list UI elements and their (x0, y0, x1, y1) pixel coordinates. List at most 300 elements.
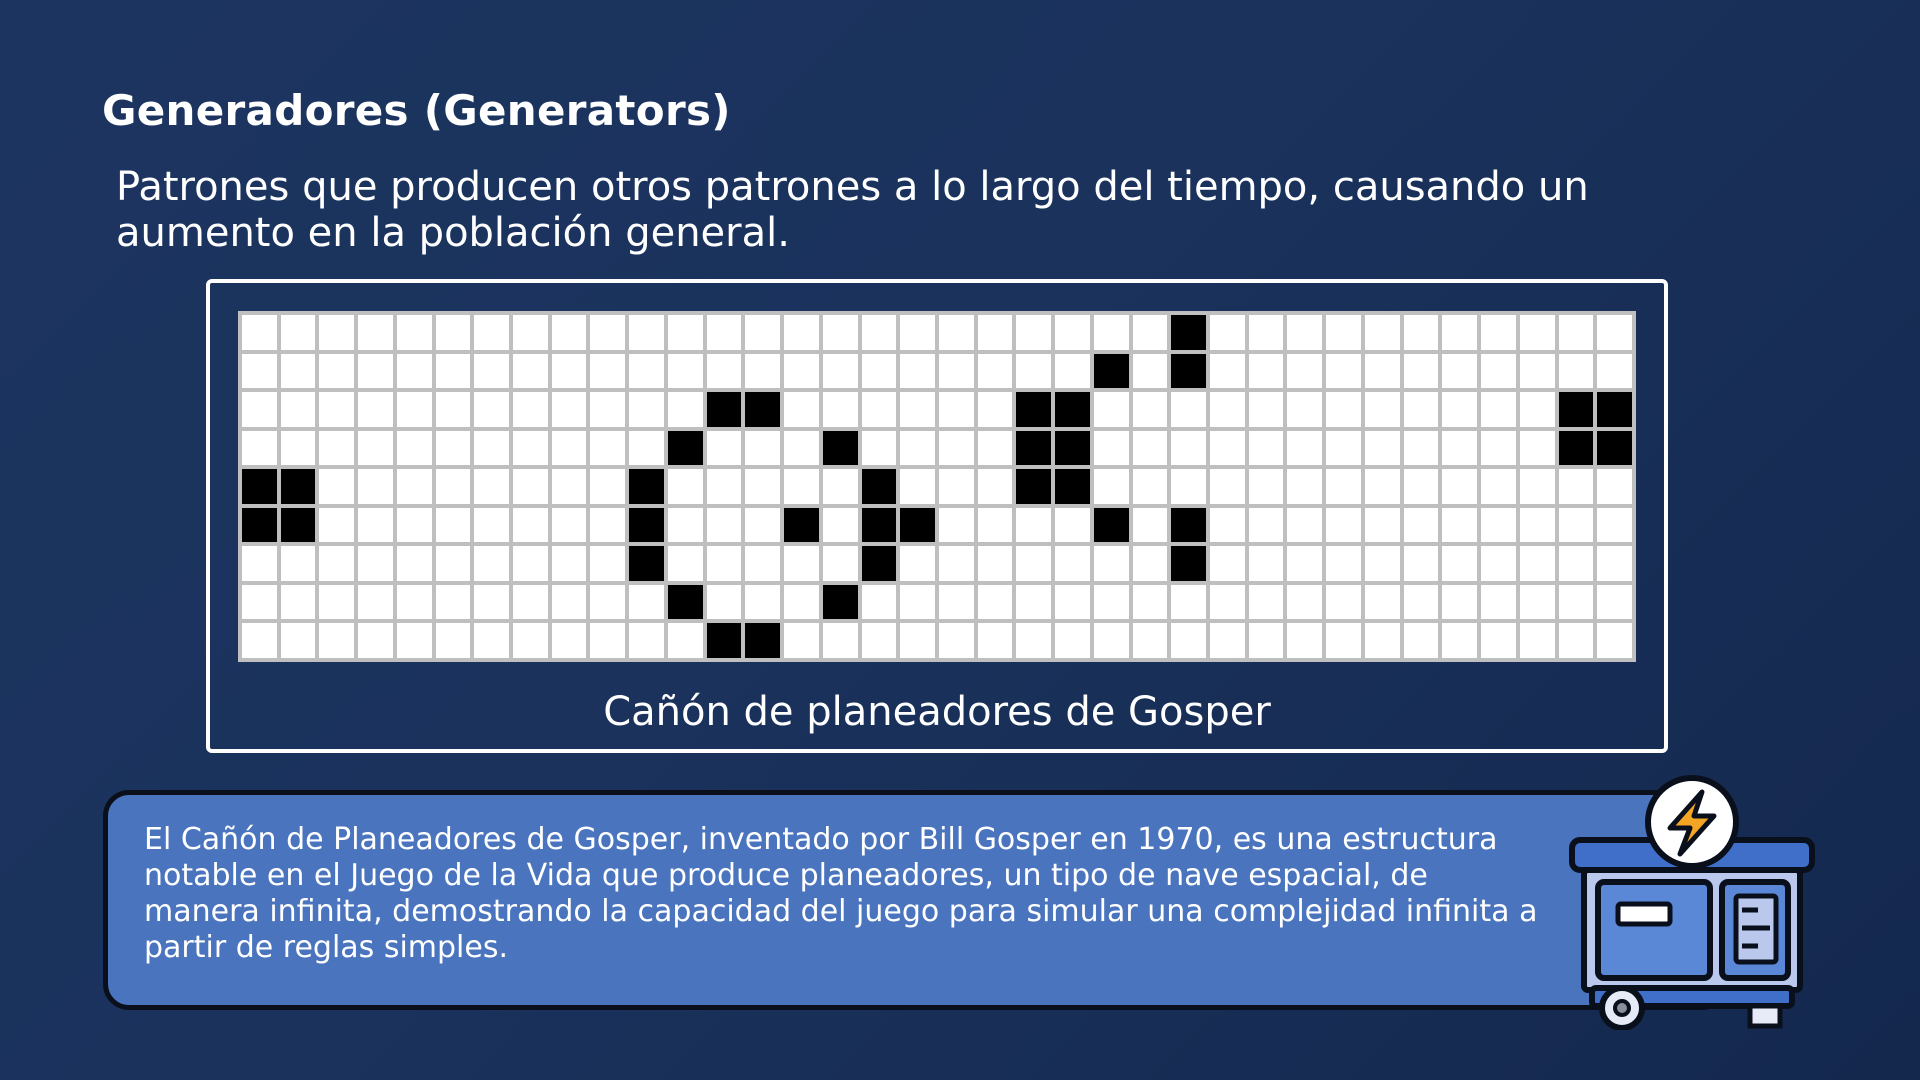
grid-cell-dead (1559, 585, 1594, 620)
grid-cell-dead (319, 392, 354, 427)
grid-cell-dead (707, 546, 742, 581)
grid-cell-dead (978, 354, 1013, 389)
grid-cell-dead (978, 508, 1013, 543)
grid-cell-alive (862, 469, 897, 504)
grid-cell-dead (978, 546, 1013, 581)
grid-cell-dead (319, 585, 354, 620)
grid-cell-dead (242, 392, 277, 427)
grid-cell-dead (358, 431, 393, 466)
grid-cell-dead (1520, 431, 1555, 466)
grid-cell-dead (1597, 623, 1632, 658)
grid-cell-dead (939, 469, 974, 504)
grid-cell-dead (1210, 585, 1245, 620)
grid-cell-dead (707, 469, 742, 504)
grid-cell-dead (319, 623, 354, 658)
grid-cell-dead (1249, 315, 1284, 350)
grid-cell-dead (939, 546, 974, 581)
grid-cell-dead (784, 546, 819, 581)
grid-cell-dead (1442, 392, 1477, 427)
grid-cell-dead (1249, 546, 1284, 581)
grid-cell-dead (900, 315, 935, 350)
grid-cell-dead (784, 585, 819, 620)
grid-cell-dead (474, 392, 509, 427)
grid-cell-dead (1520, 392, 1555, 427)
grid-cell-dead (319, 469, 354, 504)
grid-cell-dead (784, 469, 819, 504)
grid-cell-alive (823, 431, 858, 466)
grid-cell-dead (474, 585, 509, 620)
grid-cell-alive (707, 623, 742, 658)
grid-cell-dead (1133, 315, 1168, 350)
grid-cell-dead (1442, 508, 1477, 543)
grid-cell-dead (358, 585, 393, 620)
grid-cell-dead (319, 546, 354, 581)
grid-cell-dead (900, 354, 935, 389)
grid-cell-dead (939, 508, 974, 543)
grid-cell-dead (1442, 546, 1477, 581)
grid-cell-alive (900, 508, 935, 543)
grid-cell-dead (1094, 546, 1129, 581)
grid-cell-dead (397, 508, 432, 543)
grid-cell-dead (1055, 354, 1090, 389)
grid-cell-dead (1597, 354, 1632, 389)
grid-cell-dead (590, 469, 625, 504)
grid-cell-dead (668, 508, 703, 543)
grid-cell-dead (978, 392, 1013, 427)
grid-cell-dead (590, 546, 625, 581)
grid-cell-dead (862, 623, 897, 658)
grid-cell-dead (900, 392, 935, 427)
grid-cell-dead (1171, 392, 1206, 427)
grid-cell-dead (1365, 354, 1400, 389)
grid-cell-dead (1249, 585, 1284, 620)
grid-cell-dead (590, 315, 625, 350)
grid-cell-dead (281, 585, 316, 620)
grid-cell-dead (1597, 546, 1632, 581)
grid-cell-dead (1287, 392, 1322, 427)
grid-cell-dead (1481, 315, 1516, 350)
grid-cell-dead (900, 546, 935, 581)
grid-cell-dead (1055, 585, 1090, 620)
grid-cell-dead (745, 315, 780, 350)
grid-cell-dead (281, 546, 316, 581)
grid-cell-dead (436, 354, 471, 389)
grid-cell-dead (1171, 469, 1206, 504)
grid-cell-dead (513, 315, 548, 350)
figure-caption: Cañón de planeadores de Gosper (603, 689, 1271, 735)
grid-cell-dead (978, 585, 1013, 620)
grid-cell-dead (319, 315, 354, 350)
grid-cell-dead (1481, 623, 1516, 658)
grid-cell-dead (1133, 623, 1168, 658)
grid-cell-dead (1326, 623, 1361, 658)
grid-cell-dead (281, 354, 316, 389)
grid-cell-alive (1094, 508, 1129, 543)
grid-cell-alive (668, 431, 703, 466)
grid-cell-dead (1055, 315, 1090, 350)
grid-cell-dead (513, 469, 548, 504)
grid-cell-dead (823, 315, 858, 350)
grid-cell-dead (1249, 623, 1284, 658)
grid-cell-dead (590, 431, 625, 466)
grid-cell-dead (1055, 546, 1090, 581)
grid-cell-dead (862, 354, 897, 389)
grid-cell-dead (1520, 546, 1555, 581)
grid-cell-dead (1365, 508, 1400, 543)
grid-cell-dead (397, 546, 432, 581)
grid-cell-dead (1094, 392, 1129, 427)
grid-cell-dead (590, 623, 625, 658)
grid-cell-dead (1210, 508, 1245, 543)
grid-cell-dead (436, 623, 471, 658)
grid-cell-dead (436, 392, 471, 427)
grid-cell-dead (1442, 431, 1477, 466)
grid-cell-dead (358, 623, 393, 658)
grid-cell-dead (1365, 469, 1400, 504)
grid-cell-dead (1365, 546, 1400, 581)
grid-cell-dead (1326, 392, 1361, 427)
grid-cell-dead (397, 585, 432, 620)
grid-cell-dead (1442, 585, 1477, 620)
grid-cell-dead (397, 469, 432, 504)
grid-cell-dead (1481, 431, 1516, 466)
grid-cell-dead (552, 469, 587, 504)
grid-cell-dead (281, 623, 316, 658)
grid-cell-dead (474, 354, 509, 389)
grid-cell-dead (1133, 431, 1168, 466)
grid-cell-dead (900, 585, 935, 620)
grid-cell-dead (1287, 431, 1322, 466)
grid-cell-dead (436, 469, 471, 504)
grid-cell-dead (978, 315, 1013, 350)
power-generator-icon (1562, 770, 1822, 1030)
grid-cell-dead (474, 431, 509, 466)
grid-cell-dead (242, 623, 277, 658)
grid-cell-dead (1559, 315, 1594, 350)
grid-cell-dead (1210, 392, 1245, 427)
grid-cell-dead (1365, 585, 1400, 620)
grid-cell-dead (823, 392, 858, 427)
grid-cell-alive (745, 623, 780, 658)
grid-cell-alive (1171, 315, 1206, 350)
grid-cell-dead (1404, 315, 1439, 350)
grid-cell-dead (862, 392, 897, 427)
grid-cell-dead (552, 508, 587, 543)
grid-cell-dead (1326, 469, 1361, 504)
grid-cell-dead (1326, 431, 1361, 466)
grid-cell-dead (1404, 585, 1439, 620)
grid-cell-dead (939, 623, 974, 658)
grid-cell-dead (1520, 469, 1555, 504)
grid-cell-dead (552, 623, 587, 658)
grid-cell-dead (1481, 508, 1516, 543)
grid-cell-dead (552, 546, 587, 581)
grid-cell-alive (1094, 354, 1129, 389)
grid-cell-dead (397, 392, 432, 427)
grid-cell-dead (552, 392, 587, 427)
grid-cell-dead (1094, 585, 1129, 620)
grid-cell-dead (513, 354, 548, 389)
grid-cell-dead (939, 315, 974, 350)
grid-cell-dead (1404, 392, 1439, 427)
grid-cell-alive (242, 469, 277, 504)
slide-title: Generadores (Generators) (102, 86, 731, 135)
grid-cell-dead (707, 585, 742, 620)
grid-cell-dead (745, 508, 780, 543)
grid-cell-dead (707, 315, 742, 350)
grid-cell-dead (436, 585, 471, 620)
grid-cell-dead (1249, 469, 1284, 504)
grid-cell-dead (1481, 392, 1516, 427)
grid-cell-dead (552, 585, 587, 620)
grid-cell-dead (823, 623, 858, 658)
grid-cell-dead (1287, 354, 1322, 389)
grid-cell-dead (862, 431, 897, 466)
grid-cell-dead (281, 315, 316, 350)
grid-cell-dead (513, 623, 548, 658)
grid-cell-dead (1055, 623, 1090, 658)
grid-cell-dead (707, 508, 742, 543)
grid-cell-dead (590, 508, 625, 543)
grid-cell-alive (242, 508, 277, 543)
grid-cell-dead (668, 623, 703, 658)
grid-cell-dead (513, 508, 548, 543)
grid-cell-dead (358, 508, 393, 543)
grid-cell-dead (1094, 623, 1129, 658)
grid-cell-dead (900, 469, 935, 504)
info-text: El Cañón de Planeadores de Gosper, inventado por Bill Gosper en 1970, es una estructura notable en el Juego de la Vida que produce planeadores, un tipo de nave espacial, de manera infinita, demostrando la capacidad del juego para simular una complejidad infinita a partir de reglas simples. (144, 822, 1538, 965)
grid-cell-dead (242, 315, 277, 350)
grid-cell-dead (397, 315, 432, 350)
grid-cell-dead (978, 469, 1013, 504)
grid-cell-dead (939, 392, 974, 427)
grid-cell-dead (1442, 469, 1477, 504)
grid-cell-dead (1210, 546, 1245, 581)
grid-cell-dead (1210, 431, 1245, 466)
grid-cell-dead (1559, 354, 1594, 389)
grid-cell-dead (1559, 546, 1594, 581)
grid-cell-dead (629, 623, 664, 658)
grid-cell-dead (784, 392, 819, 427)
grid-cell-dead (1171, 585, 1206, 620)
grid-cell-dead (1133, 354, 1168, 389)
grid-cell-dead (436, 546, 471, 581)
grid-cell-dead (358, 546, 393, 581)
grid-cell-dead (1404, 508, 1439, 543)
grid-cell-dead (1481, 546, 1516, 581)
grid-cell-dead (397, 623, 432, 658)
grid-cell-dead (900, 431, 935, 466)
grid-cell-dead (1559, 469, 1594, 504)
grid-cell-alive (1016, 431, 1051, 466)
grid-cell-dead (978, 431, 1013, 466)
grid-cell-dead (319, 431, 354, 466)
grid-cell-dead (1481, 585, 1516, 620)
grid-cell-dead (1016, 508, 1051, 543)
grid-cell-dead (668, 354, 703, 389)
grid-cell-dead (745, 546, 780, 581)
grid-cell-dead (1016, 585, 1051, 620)
grid-cell-dead (1326, 315, 1361, 350)
grid-cell-dead (823, 354, 858, 389)
grid-cell-dead (1133, 585, 1168, 620)
grid-cell-dead (784, 623, 819, 658)
grid-cell-dead (1404, 546, 1439, 581)
grid-cell-dead (900, 623, 935, 658)
grid-cell-dead (1210, 469, 1245, 504)
grid-cell-alive (1559, 392, 1594, 427)
grid-cell-dead (668, 315, 703, 350)
grid-cell-dead (745, 431, 780, 466)
grid-cell-dead (823, 546, 858, 581)
grid-cell-dead (629, 392, 664, 427)
grid-cell-dead (1442, 623, 1477, 658)
grid-cell-dead (513, 431, 548, 466)
grid-cell-dead (1559, 508, 1594, 543)
grid-cell-dead (745, 469, 780, 504)
grid-cell-dead (1520, 508, 1555, 543)
grid-cell-dead (281, 431, 316, 466)
grid-cell-dead (784, 431, 819, 466)
grid-cell-dead (436, 315, 471, 350)
grid-cell-alive (629, 469, 664, 504)
grid-cell-dead (1365, 431, 1400, 466)
grid-cell-dead (1210, 623, 1245, 658)
grid-cell-dead (939, 431, 974, 466)
grid-cell-dead (1404, 431, 1439, 466)
grid-cell-dead (1016, 546, 1051, 581)
grid-cell-dead (513, 585, 548, 620)
grid-cell-dead (1365, 392, 1400, 427)
grid-cell-dead (1171, 431, 1206, 466)
grid-cell-dead (1287, 469, 1322, 504)
grid-cell-dead (1404, 354, 1439, 389)
grid-cell-dead (745, 354, 780, 389)
grid-cell-dead (474, 623, 509, 658)
grid-cell-dead (1171, 623, 1206, 658)
grid-cell-dead (590, 585, 625, 620)
grid-cell-dead (668, 546, 703, 581)
grid-cell-dead (1442, 354, 1477, 389)
grid-cell-dead (397, 431, 432, 466)
grid-cell-alive (1171, 354, 1206, 389)
grid-cell-dead (1249, 431, 1284, 466)
grid-cell-dead (1287, 315, 1322, 350)
grid-cell-dead (474, 315, 509, 350)
grid-cell-dead (1055, 508, 1090, 543)
grid-cell-dead (1210, 354, 1245, 389)
grid-cell-dead (436, 431, 471, 466)
grid-cell-dead (1133, 469, 1168, 504)
grid-cell-dead (1133, 392, 1168, 427)
grid-cell-dead (242, 585, 277, 620)
grid-cell-alive (1597, 431, 1632, 466)
grid-cell-dead (513, 546, 548, 581)
grid-cell-dead (1016, 623, 1051, 658)
grid-cell-dead (1016, 315, 1051, 350)
grid-cell-dead (358, 392, 393, 427)
grid-cell-dead (358, 354, 393, 389)
grid-cell-dead (1597, 508, 1632, 543)
grid-cell-dead (1326, 546, 1361, 581)
grid-cell-dead (1094, 469, 1129, 504)
grid-cell-alive (707, 392, 742, 427)
grid-cell-dead (1481, 469, 1516, 504)
grid-cell-dead (242, 546, 277, 581)
grid-cell-alive (629, 508, 664, 543)
grid-cell-dead (513, 392, 548, 427)
grid-cell-alive (1171, 546, 1206, 581)
grid-cell-dead (745, 585, 780, 620)
grid-cell-alive (745, 392, 780, 427)
grid-cell-dead (629, 315, 664, 350)
grid-cell-dead (358, 315, 393, 350)
grid-cell-dead (1287, 585, 1322, 620)
grid-cell-dead (552, 315, 587, 350)
grid-cell-dead (1597, 585, 1632, 620)
grid-cell-dead (1249, 392, 1284, 427)
grid-cell-dead (707, 431, 742, 466)
grid-cell-dead (319, 508, 354, 543)
grid-cell-alive (281, 508, 316, 543)
grid-cell-dead (629, 585, 664, 620)
grid-cell-dead (784, 315, 819, 350)
grid-cell-alive (1559, 431, 1594, 466)
grid-cell-alive (1055, 469, 1090, 504)
grid-cell-dead (1287, 508, 1322, 543)
grid-cell-dead (436, 508, 471, 543)
slide-subtitle: Patrones que producen otros patrones a lo largo del tiempo, causando un aumento en la población general. (116, 164, 1589, 256)
gosper-glider-gun-grid (238, 311, 1636, 662)
grid-cell-dead (939, 354, 974, 389)
grid-cell-dead (1249, 508, 1284, 543)
grid-cell-alive (629, 546, 664, 581)
grid-cell-dead (1442, 315, 1477, 350)
grid-cell-dead (1094, 315, 1129, 350)
grid-cell-dead (1597, 469, 1632, 504)
grid-cell-alive (1171, 508, 1206, 543)
grid-cell-alive (862, 546, 897, 581)
grid-cell-alive (668, 585, 703, 620)
grid-cell-dead (1016, 354, 1051, 389)
grid-cell-dead (474, 546, 509, 581)
grid-cell-dead (823, 508, 858, 543)
grid-cell-dead (552, 354, 587, 389)
grid-cell-dead (1287, 546, 1322, 581)
grid-cell-dead (784, 354, 819, 389)
grid-cell-alive (1016, 469, 1051, 504)
grid-cell-dead (1520, 585, 1555, 620)
grid-cell-dead (397, 354, 432, 389)
grid-cell-dead (1094, 431, 1129, 466)
grid-cell-dead (1520, 315, 1555, 350)
grid-cell-dead (1326, 585, 1361, 620)
grid-cell-alive (1055, 392, 1090, 427)
grid-cell-dead (629, 431, 664, 466)
grid-cell-dead (474, 508, 509, 543)
grid-cell-alive (1016, 392, 1051, 427)
grid-cell-dead (1559, 623, 1594, 658)
grid-cell-dead (1365, 315, 1400, 350)
grid-cell-dead (668, 392, 703, 427)
grid-cell-alive (784, 508, 819, 543)
grid-cell-dead (474, 469, 509, 504)
grid-cell-dead (707, 354, 742, 389)
grid-cell-dead (590, 354, 625, 389)
grid-cell-dead (1133, 546, 1168, 581)
grid-cell-dead (1287, 623, 1322, 658)
grid-cell-dead (1365, 623, 1400, 658)
